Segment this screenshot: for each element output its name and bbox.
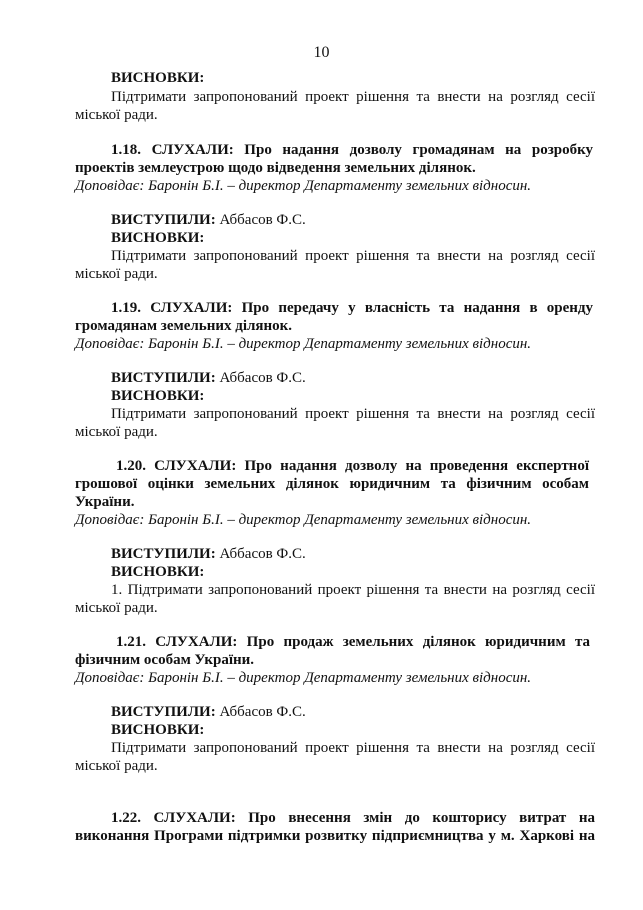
spoke-name: Аббасов Ф.С.	[219, 546, 306, 562]
conclusions-text: міської ради.	[75, 758, 158, 774]
conclusions-text: Підтримати запропонований проект рішення та внести на розгляд сесії	[111, 248, 595, 264]
agenda-heading-1-18: проектів землеустрою щодо відведення земельних ділянок.	[75, 160, 476, 176]
speaker-line: Доповідає: Баронін Б.І. – директор Департаменту земельних відносин.	[75, 336, 532, 352]
conclusions-heading: ВИСНОВКИ:	[111, 564, 205, 580]
spoke-name: Аббасов Ф.С.	[219, 212, 306, 228]
agenda-heading-1-20: України.	[75, 494, 135, 510]
spoke-line	[111, 545, 306, 563]
conclusions-text: міської ради.	[75, 424, 158, 440]
spoke-label: ВИСТУПИЛИ:	[111, 370, 216, 386]
spoke-name: Аббасов Ф.С.	[219, 704, 306, 720]
conclusions-text: міської ради.	[75, 600, 158, 616]
conclusions-text: Підтримати запропонований проект рішення та внести на розгляд сесії	[111, 740, 595, 756]
agenda-heading-1-19: громадянам земельних ділянок.	[75, 318, 293, 334]
agenda-heading-1-18: 1.18. СЛУХАЛИ: Про надання дозволу громадянам на розробку	[111, 142, 593, 158]
conclusions-heading: ВИСНОВКИ:	[111, 722, 205, 738]
conclusions-text: 1. Підтримати запропонований проект рішення та внести на розгляд сесії	[111, 582, 595, 598]
conclusions-heading: ВИСНОВКИ:	[111, 230, 205, 246]
conclusions-text: Підтримати запропонований проект рішення та внести на розгляд сесії	[111, 89, 595, 105]
conclusions-text: міської ради.	[75, 266, 158, 282]
agenda-heading-1-19: 1.19. СЛУХАЛИ: Про передачу у власність та надання в оренду	[111, 300, 593, 316]
spoke-line	[111, 369, 306, 387]
conclusions-text: Підтримати запропонований проект рішення та внести на розгляд сесії	[111, 406, 595, 422]
agenda-heading-1-20: 1.20. СЛУХАЛИ: Про надання дозволу на проведення експертної	[116, 458, 589, 474]
spoke-label: ВИСТУПИЛИ:	[111, 212, 216, 228]
agenda-heading-1-20: грошової оцінки земельних ділянок юридичним та фізичним особам	[75, 476, 589, 492]
page-number: 10	[313, 44, 330, 61]
spoke-label: ВИСТУПИЛИ:	[111, 704, 216, 720]
agenda-heading-1-21: фізичним особам України.	[75, 652, 255, 668]
spoke-label: ВИСТУПИЛИ:	[111, 546, 216, 562]
agenda-heading-1-21: 1.21. СЛУХАЛИ: Про продаж земельних ділянок юридичним та	[116, 634, 590, 650]
spoke-name: Аббасов Ф.С.	[219, 370, 306, 386]
spoke-line	[111, 211, 306, 229]
agenda-heading-1-22: виконання Програми підтримки розвитку підприємництва у м. Харкові на	[75, 828, 595, 844]
conclusions-heading: ВИСНОВКИ:	[111, 70, 205, 86]
agenda-heading-1-22: 1.22. СЛУХАЛИ: Про внесення змін до кошторису витрат на	[111, 810, 595, 826]
speaker-line: Доповідає: Баронін Б.І. – директор Департаменту земельних відносин.	[75, 670, 532, 686]
speaker-line: Доповідає: Баронін Б.І. – директор Департаменту земельних відносин.	[75, 178, 532, 194]
conclusions-heading: ВИСНОВКИ:	[111, 388, 205, 404]
conclusions-text: міської ради.	[75, 107, 158, 123]
spoke-line	[111, 703, 306, 721]
speaker-line: Доповідає: Баронін Б.І. – директор Департаменту земельних відносин.	[75, 512, 532, 528]
